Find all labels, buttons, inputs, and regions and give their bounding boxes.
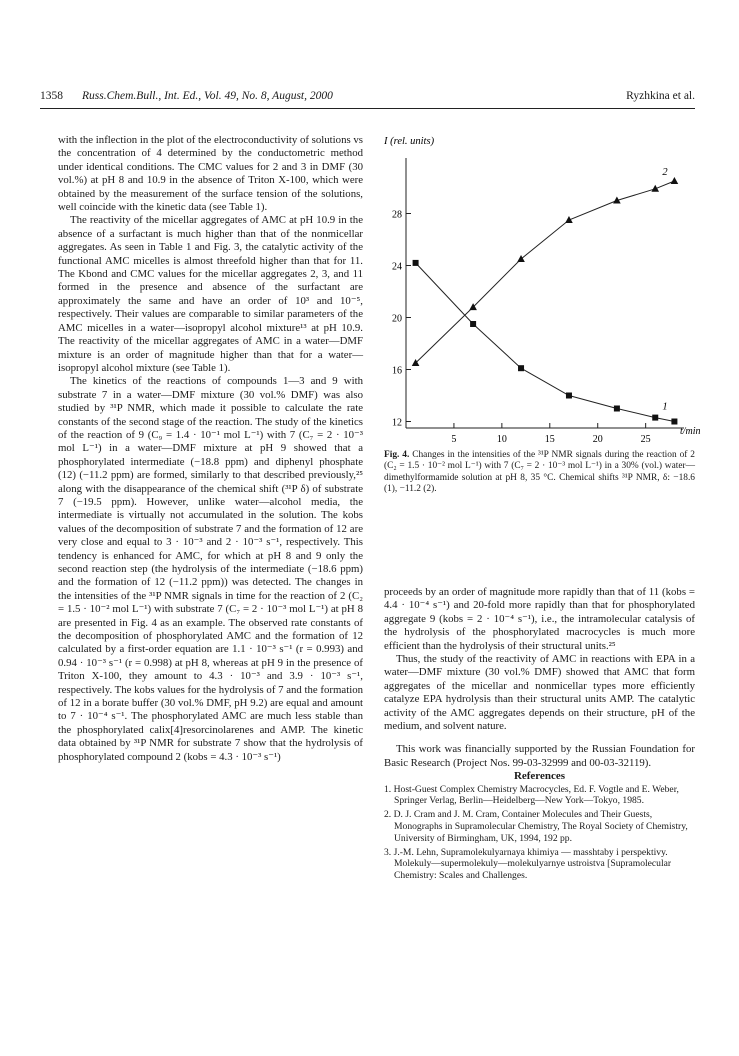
left-column <box>58 134 363 764</box>
x-tick-label: 10 <box>496 434 507 445</box>
series-line-2 <box>416 181 675 363</box>
right-column <box>384 586 695 884</box>
y-tick-label: 20 <box>392 313 402 325</box>
page-number: 1358 <box>40 90 63 102</box>
paragraph: Thus, the study of the reactivity of AMC in reactions with EPA in a water—DMF mixture (30 vol.% DMF) showed that AMC that form aggregates of the micellar and nonmicellar types more efficiently catalyze EPA hydrolysis than their structural units AMP. The catalytic activity of the AMC aggregates depends on their structure, pH of the medium, and solvent nature. <box>384 653 695 733</box>
data-point-series-1 <box>413 260 419 266</box>
x-axis-label: t/min <box>680 426 701 437</box>
y-tick-label: 28 <box>392 209 402 221</box>
data-point-series-1 <box>671 419 677 425</box>
caption-label: Fig. 4. <box>384 450 410 460</box>
series-label-1: 1 <box>662 401 668 413</box>
reference-item: 3. J.-M. Lehn, Supramolekulyarnaya khimiya — masshtaby i perspektivy. Molekuly—supermolekuly—molekulyarnye ustroistva [Supramolecular Chemistry: Scales and Challenges. <box>384 846 672 882</box>
paragraph: The kinetics of the reactions of compounds 1—3 and 9 with substrate 7 in a water—DMF mixture (30 vol.% DMF) was also studied by ³¹P NMR, which made it possible to calculate the rate constants of the second stage of the reaction. The study of the kinetics of the reaction of 9 (C₉ = 1.4 · 10⁻¹ mol L⁻¹) with 7 (C₇ = 2 · 10⁻³ mol L⁻¹) in a water—DMF mixture at pH 9 showed that a phosphorylated intermediate (−18.8 ppm) and diphenyl phosphate (12) (−11.2 ppm) are formed, similarly to that described previously,²⁵ along with the disappearance of the chemical shift (³¹P δ) of substrate 7 (−19.5 ppm). However, unlike water—alcohol media, the intermediate is virtually not accumulated in the solution. The kobs values of the decomposition of substrate 7 and the formation of 12 are very close and equal to 3 · 10⁻³ and 2 · 10⁻³ s⁻¹, respectively. This tendency is enhanced for AMC, for which at pH 8 and 9 only the second reaction step (the hydrolysis of the intermediate (−18.6 ppm) and the formation of 12 (−11.2 ppm)) was detected. The changes in the intensities of the ³¹P NMR signals in time for the reaction of 2 (C₂ = 1.5 · 10⁻² mol L⁻¹) with substrate 7 (C₇ = 2 · 10⁻³ mol L⁻¹) at pH 8 are presented in Fig. 4 as an example. The observed rate constants of the decomposition of phosphorylated AMC and the formation of 12 calculated by a first-order equation are 1.1 · 10⁻³ s⁻¹ (r = 0.993) and 0.94 · 10⁻³ s⁻¹ (r = 0.998) at pH 8, whereas at pH 9 in the presence of Triton X-100, they amount to 4.3 · 10⁻³ and 3.9 · 10⁻³ s⁻¹, respectively. The kobs values for the hydrolysis of 7 and the formation of 12 in a borate buffer (30 vol.% DMF, pH 9.2) are equal and amount to 7 · 10⁻⁴ s⁻¹. The phosphorylated AMC are much less stable than the phosphorylated calix[4]resorcinolarenes and AMP. The kinetic data obtained by ³¹P NMR for substrate 7 show that the hydrolysis of phosphorylated compound 2 (kobs = 4.3 · 10⁻³ s⁻¹) <box>58 375 363 763</box>
data-point-series-1 <box>652 415 658 421</box>
paragraph: The reactivity of the micellar aggregates of AMC at pH 10.9 in the absence of a surfactant is much higher than that of the nonmicellar aggregates. As seen in Table 1 and Fig. 3, the catalytic activity of the functional AMC micelles is almost threefold higher than that for 11. The Kbond and CMC values for the micellar aggregates 2, 3, and 11 formed in the presence and absence of the surfactant are approximately the same and have an order of 10³ and 10⁻⁵, respectively. Their values are comparable to similar parameters of the AMC micelles in a water—isopropyl alcohol mixture¹³ at pH 10.9. The reactivity of the micellar aggregates of AMC in a water—DMF mixture is an order of magnitude higher than that for a water—isopropyl alcohol mixture (see Table 1). <box>58 214 363 374</box>
caption-text: Changes in the intensities of the ³¹P NMR signals during the reaction of 2 (C₂ = 1.5 · 10⁻² mol L⁻¹) with 7 (C₇ = 2 · 10⁻³ mol L⁻¹) in a 30% (vol.) water—dimethylformamide solution at pH 8, 35 °C. Chemical shifts ³¹P NMR, δ: −18.6 (1), −11.2 (2). <box>384 450 695 495</box>
figure-4-chart <box>384 128 704 458</box>
paragraph: proceeds by an order of magnitude more rapidly than that of 11 (kobs = 4.4 · 10⁻⁴ s⁻¹) and 20-fold more rapidly than that for phosphorylated aggregate 9 (kobs = 2 · 10⁻⁴ s⁻¹), i.e., the intramolecular catalysis of the hydrolysis of the phosphorylated macrocycles is much more efficient than the hydrolysis of their structural units.²⁵ <box>384 586 695 652</box>
data-point-series-2 <box>651 185 659 192</box>
figure-caption <box>384 450 695 496</box>
acknowledgment: This work was financially supported by the Russian Foundation for Basic Research (Project Nos. 99-03-32999 and 00-03-32119). <box>384 743 695 769</box>
x-tick-label: 25 <box>640 434 651 445</box>
y-tick-label: 16 <box>392 365 402 377</box>
paragraph: with the inflection in the plot of the electroconductivity of solutions vs the concentration of 4 determined by the conductometric method under identical conditions. The CMC values for 2 and 3 in DMF (30 vol.%) at pH 8 and 10.9 in the absence of Triton X-100, which were obtained by the measurement of the surface tension of the solutions, well coincide with the kinetic data (see Table 1). <box>58 134 363 214</box>
y-tick-label: 12 <box>392 417 402 429</box>
data-point-series-1 <box>518 365 524 371</box>
data-point-series-1 <box>470 321 476 327</box>
running-header <box>40 88 695 109</box>
x-tick-label: 5 <box>451 434 457 445</box>
references-title: References <box>513 770 566 783</box>
data-point-series-2 <box>565 216 573 223</box>
data-point-series-2 <box>671 177 679 184</box>
reference-item: 1. Host-Guest Complex Chemistry Macrocycles, Ed. F. Vogtle and E. Weber, Springer Verlag, Berlin—Heidelberg—New York—Tokyo, 1985. <box>384 783 679 807</box>
reference-item: 2. D. J. Cram and J. M. Cram, Container Molecules and Their Guests, Monographs in Supramolecular Chemistry, The Royal Society of Chemistry, University of Birmingham, UK, 1994, 192 pp. <box>384 809 688 844</box>
data-point-series-1 <box>566 393 572 399</box>
x-tick-label: 20 <box>592 434 603 445</box>
series-line-1 <box>416 263 675 422</box>
journal-citation: Russ.Chem.Bull., Int. Ed., Vol. 49, No. 8, August, 2000 <box>82 90 333 102</box>
running-author: Ryzhkina et al. <box>626 90 695 102</box>
y-axis-label: I (rel. units) <box>384 136 435 147</box>
data-point-series-2 <box>517 255 525 262</box>
y-tick-label: 24 <box>392 261 402 273</box>
x-tick-label: 15 <box>544 434 555 445</box>
data-point-series-1 <box>614 406 620 412</box>
series-label-2: 2 <box>662 167 668 178</box>
